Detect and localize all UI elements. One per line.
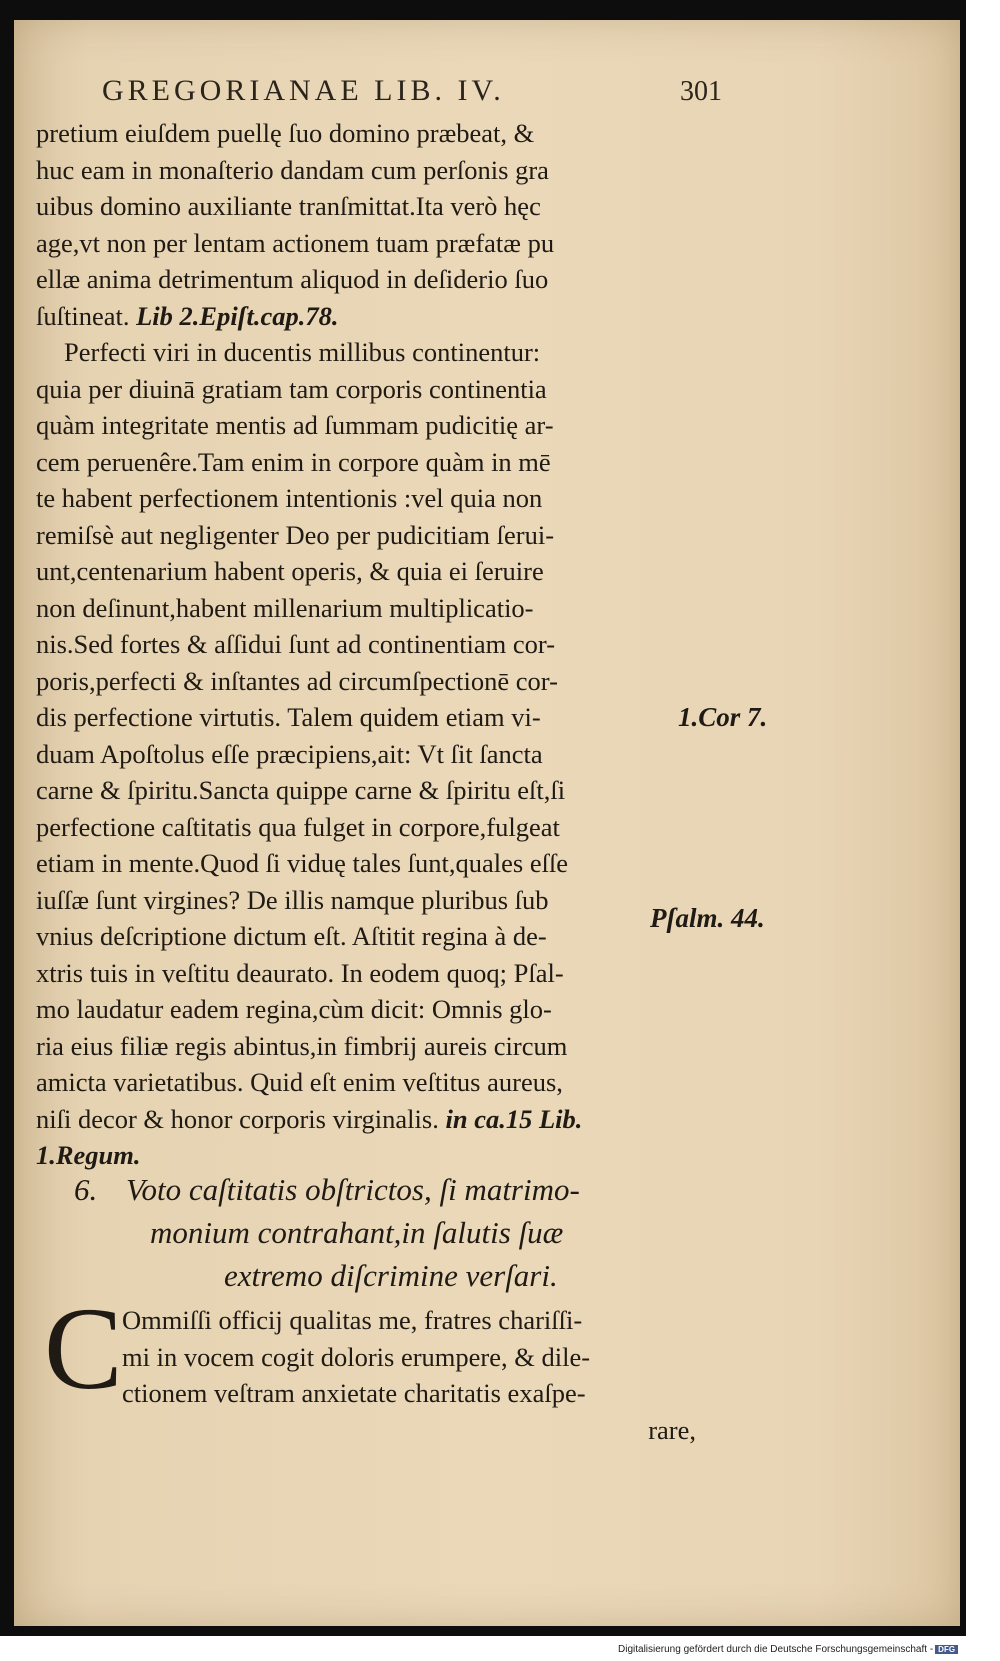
catchword: rare, [648, 1414, 696, 1445]
text-line: poris,perfecti & inſtantes ad circumſpectionē cor- [36, 665, 558, 696]
text-line: carne & ſpiritu.Sancta quippe carne & ſpiritu eſt,ſi [36, 775, 566, 805]
text-line [36, 1101, 696, 1138]
text-line: duam Apoſtolus eſſe præcipiens,ait: Vt ſit ſancta [36, 738, 543, 769]
text-line: dis perfectione virtutis. Talem quidem etiam vi- [36, 702, 541, 732]
text-line: perfectione caſtitatis qua fulget in corpore,fulgeat [36, 811, 560, 842]
text-line: non deſinunt,habent millenarium multiplicatio- [36, 592, 534, 623]
text-line: etiam in mente.Quod ſi viduę tales ſunt,quales eſſe [36, 848, 569, 878]
text-line: pretium eiuſdem puellę ſuo domino præbeat, & [36, 118, 535, 148]
drop-cap-initial: C [44, 1283, 123, 1414]
text-line: unt,centenarium habent operis, & quia ei ſeruire [36, 556, 544, 586]
text-line: ellæ anima detrimentum aliquod in deſiderio ſuo [36, 264, 549, 294]
chapter-number: 6. [74, 1172, 98, 1207]
text-line: quàm integritate mentis ad ſummam pudicitię ar- [36, 410, 554, 440]
source-reference: in ca.15 Lib. [445, 1103, 583, 1134]
text-fragment: niſi decor & honor corporis virginalis. [36, 1103, 439, 1134]
text-line: vnius deſcriptione dictum eſt. Aſtitit regina à de- [36, 921, 547, 951]
text-line: quia per diuinā gratiam tam corporis continentia [36, 373, 547, 404]
source-reference: 1.Regum. [36, 1140, 141, 1170]
running-title: GREGORIANAE LIB. IV. [102, 74, 505, 107]
text-line: xtris tuis in veſtitu deaurato. In eodem quoq; Pſal- [36, 957, 564, 988]
text-line: age,vt non per lentam actionem tuam præfatæ pu [36, 227, 555, 258]
text-line: remiſsè aut negligenter Deo per pudicitiam ſerui- [36, 519, 555, 550]
text-line: mi in vocem cogit doloris erumpere, & dile- [122, 1341, 591, 1372]
text-line: ctionem veſtram anxietate charitatis exaſpe- [122, 1378, 586, 1408]
chapter-heading [74, 1168, 674, 1297]
heading-line: extremo diſcrimine verſari. [224, 1258, 558, 1293]
text-line: uibus domino auxiliante tranſmittat.Ita verò hęc [36, 191, 541, 221]
dfg-logo: DFG [935, 1645, 958, 1654]
text-fragment: ſuſtineat. [36, 300, 130, 331]
text-line: mo laudatur eadem regina,cùm dicit: Omnis glo- [36, 994, 552, 1024]
margin-note-cor: 1.Cor 7. [678, 702, 768, 732]
main-text [36, 115, 696, 1174]
book-page [14, 20, 960, 1626]
text-line: Perfecti viri in ducentis millibus continentur: [64, 337, 541, 367]
text-line: huc eam in monaſterio dandam cum perſonis gra [36, 154, 549, 185]
text-line: ria eius filiæ regis abintus,in fimbrij aureis circum [36, 1030, 568, 1061]
text-line: Ommiſſi officij qualitas me, fratres chariſſi- [122, 1305, 583, 1335]
text-line [36, 298, 696, 335]
heading-line [74, 1168, 674, 1211]
text-line: nis.Sed fortes & aſſidui ſunt ad continentiam cor- [36, 629, 556, 659]
chapter-text [122, 1302, 696, 1448]
text-line: cem peruenêre.Tam enim in corpore quàm in mē [36, 446, 551, 477]
text-line: amicta varietatibus. Quid eſt enim veſtitus aureus, [36, 1067, 563, 1097]
margin-note-psalm: Pſalm. 44. [650, 903, 765, 933]
heading-text: Voto caſtitatis obſtrictos, ſi matrimo- [126, 1172, 580, 1207]
digitization-credit [618, 1644, 958, 1655]
text-line: te habent perfectionem intentionis :vel quia non [36, 483, 543, 513]
heading-line: monium contrahant,in ſalutis ſuæ [150, 1215, 564, 1250]
page-number: 301 [680, 76, 722, 107]
running-head [102, 74, 722, 108]
credit-text: Digitalisierung gefördert durch die Deutsche Forschungsgemeinschaft - [618, 1644, 934, 1655]
source-reference: Lib 2.Epiſt.cap.78. [136, 300, 339, 331]
text-line: iuſſæ ſunt virgines? De illis namque pluribus ſub [36, 884, 549, 915]
